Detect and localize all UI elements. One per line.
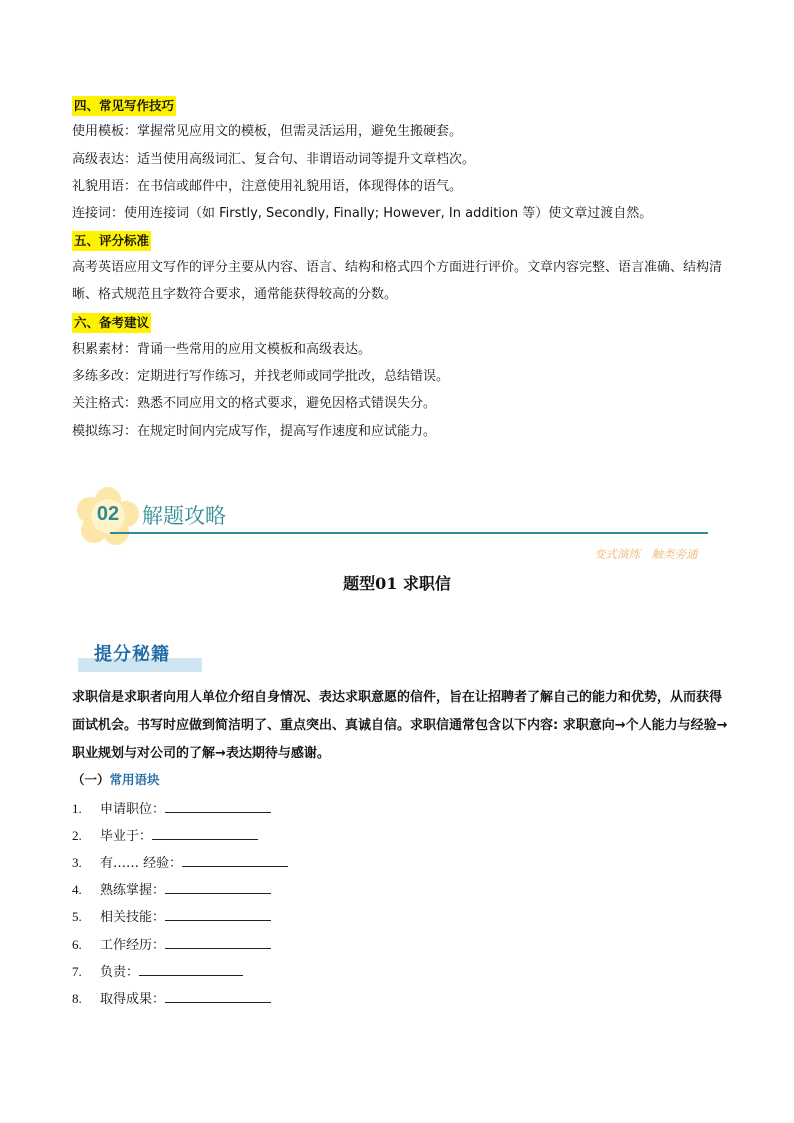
item-label: 毕业于： bbox=[100, 829, 153, 844]
paragraph-line: 连接词：使用连接词（如 Firstly, Secondly, Finally; However, In addition 等）使文章过渡自然。 bbox=[72, 206, 653, 221]
blank-line bbox=[152, 825, 258, 840]
paragraph-scoring: 高考英语应用文写作的评分主要从内容、语言、结构和格式四个方面进行评价。文章内容完整、语言准确、结构清晰、格式规范且字数符合要求，通常能获得较高的分数。 bbox=[72, 260, 723, 302]
item-label: 取得成果： bbox=[100, 992, 166, 1007]
banner-tagline: 变式演练 触类旁通 bbox=[594, 547, 698, 561]
intro-paragraph: 求职信是求职者向用人单位介绍自身情况、表达求职意愿的信件，旨在让招聘者了解自己的能力和优势，从而获得面试机会。书写时应做到简洁明了、重点突出、真诚自信。求职信通常包含以下内容: 求职意向→个人能力与经验→职业规划与对公司的了解→表达期待与感谢。 bbox=[72, 690, 728, 761]
item-label: 工作经历： bbox=[100, 938, 166, 953]
blank-line bbox=[165, 879, 271, 894]
item-label: 相关技能： bbox=[100, 910, 166, 925]
tips-label-text: 提分秘籍 bbox=[94, 644, 170, 665]
section-heading-scoring: 五、评分标准 bbox=[72, 231, 151, 251]
list-item bbox=[72, 906, 271, 926]
paragraph-line: 积累素材：背诵一些常用的应用文模板和高级表达。 bbox=[72, 342, 372, 357]
list-item bbox=[72, 934, 271, 954]
blank-line bbox=[165, 906, 271, 921]
item-number: 6. bbox=[72, 937, 82, 952]
paragraph-line: 礼貌用语：在书信或邮件中，注意使用礼貌用语，体现得体的语气。 bbox=[72, 179, 463, 194]
item-number: 3. bbox=[72, 855, 82, 870]
item-number: 7. bbox=[72, 964, 82, 979]
subheading-phrases bbox=[72, 770, 160, 790]
section-heading-advice: 六、备考建议 bbox=[72, 313, 151, 333]
item-number: 8. bbox=[72, 991, 82, 1006]
paragraph-line: 模拟练习：在规定时间内完成写作，提高写作速度和应试能力。 bbox=[72, 424, 437, 439]
paragraph-line: 关注格式：熟悉不同应用文的格式要求，避免因格式错误失分。 bbox=[72, 396, 437, 411]
question-type-title: 题型01 求职信 bbox=[343, 574, 451, 593]
list-item bbox=[72, 852, 288, 872]
item-number: 1. bbox=[72, 801, 82, 816]
item-number: 5. bbox=[72, 909, 82, 924]
paragraph-line: 多练多改：定期进行写作练习，并找老师或同学批改，总结错误。 bbox=[72, 369, 450, 384]
item-label: 申请职位： bbox=[100, 802, 166, 817]
section-number: 02 bbox=[96, 503, 120, 525]
list-item bbox=[72, 825, 258, 845]
section-heading-techniques: 四、常见写作技巧 bbox=[72, 96, 176, 116]
divider bbox=[110, 532, 708, 534]
item-label: 负责： bbox=[100, 965, 140, 980]
list-item bbox=[72, 879, 271, 899]
list-item bbox=[72, 798, 271, 818]
item-label: 熟练掌握： bbox=[100, 883, 166, 898]
blank-line bbox=[165, 988, 271, 1003]
blank-line bbox=[165, 934, 271, 949]
subheading-label: 常用语块 bbox=[109, 772, 160, 787]
subheading-prefix: （一） bbox=[72, 772, 110, 787]
item-number: 2. bbox=[72, 828, 82, 843]
tips-label bbox=[74, 640, 204, 674]
list-item bbox=[72, 988, 271, 1008]
section-title: 解题攻略 bbox=[142, 504, 226, 528]
list-item bbox=[72, 961, 243, 981]
item-label: 有…… 经验： bbox=[100, 856, 183, 871]
item-number: 4. bbox=[72, 882, 82, 897]
blank-line bbox=[165, 798, 271, 813]
section-banner bbox=[76, 486, 716, 546]
blank-line bbox=[139, 961, 243, 976]
paragraph-line: 高级表达：适当使用高级词汇、复合句、非谓语动词等提升文章档次。 bbox=[72, 152, 476, 167]
paragraph-line: 使用模板：掌握常见应用文的模板，但需灵活运用，避免生搬硬套。 bbox=[72, 124, 463, 139]
blank-line bbox=[182, 852, 288, 867]
